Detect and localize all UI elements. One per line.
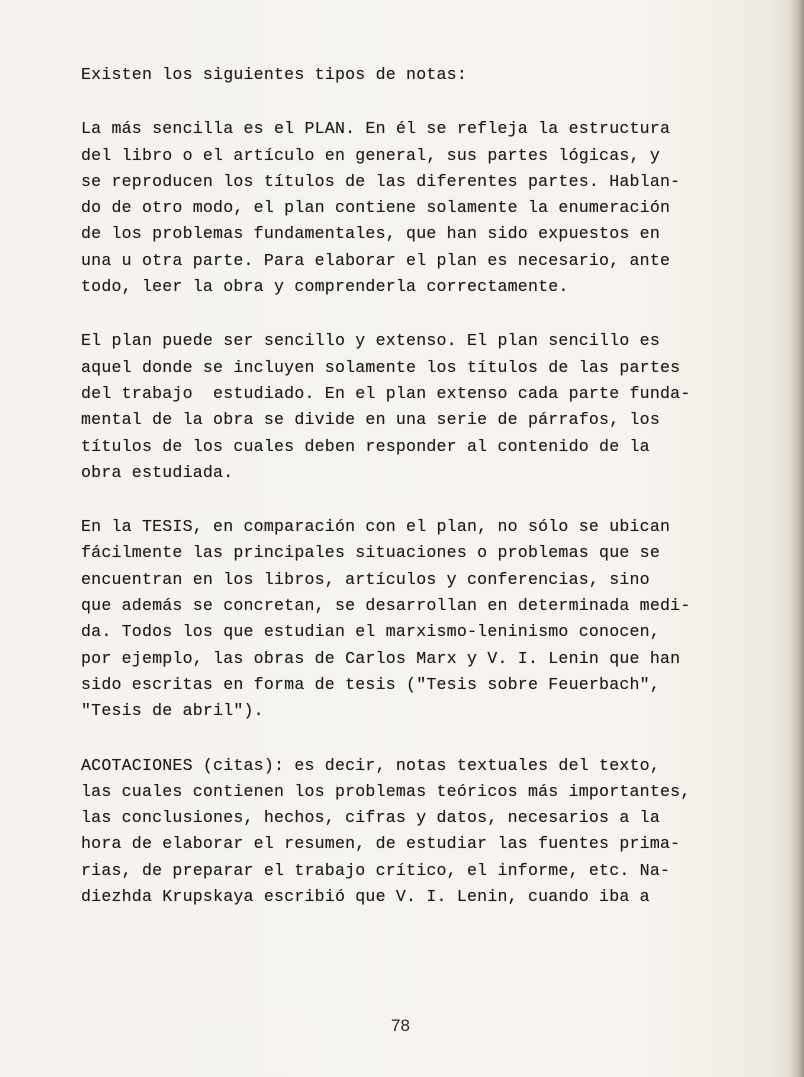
paragraph-acotaciones xyxy=(81,753,761,911)
paragraph-gap xyxy=(81,88,761,116)
text-line: sido escritas en forma de tesis ("Tesis sobre Feuerbach", xyxy=(81,674,660,694)
text-line: La más sencilla es el PLAN. En él se refleja la estructura xyxy=(81,119,671,139)
text-line: las conclusiones, hechos, cifras y datos, necesarios a la xyxy=(81,808,660,828)
paragraph-plan xyxy=(81,116,761,300)
paragraph-tesis xyxy=(81,514,761,724)
text-line: que además se concretan, se desarrollan en determinada medi- xyxy=(81,596,691,616)
text-line: mental de la obra se divide en una serie de párrafos, los xyxy=(81,410,660,430)
page-edge-shadow xyxy=(790,0,804,1077)
text-line: encuentran en los libros, artículos y conferencias, sino xyxy=(81,569,650,589)
text-line: do de otro modo, el plan contiene solamente la enumeración xyxy=(81,198,671,218)
page-number: 78 xyxy=(391,1016,410,1035)
text-line: las cuales contienen los problemas teóricos más importantes, xyxy=(81,781,691,801)
paragraph-gap xyxy=(81,486,761,514)
text-line: Existen los siguientes tipos de notas: xyxy=(81,65,467,84)
page-text xyxy=(81,62,761,910)
text-line: del trabajo estudiado. En el plan extenso cada parte funda- xyxy=(81,383,691,403)
text-line: obra estudiada. xyxy=(81,462,234,482)
text-line: hora de elaborar el resumen, de estudiar las fuentes prima- xyxy=(81,834,681,854)
text-line: se reproducen los títulos de las diferentes partes. Hablan- xyxy=(81,171,681,191)
text-line: de los problemas fundamentales, que han sido expuestos en xyxy=(81,224,660,244)
text-line: por ejemplo, las obras de Carlos Marx y V. I. Lenin que han xyxy=(81,648,681,668)
text-line: diezhda Krupskaya escribió que V. I. Lenin, cuando iba a xyxy=(81,887,650,907)
text-line: todo, leer la obra y comprenderla correctamente. xyxy=(81,277,569,297)
text-line: una u otra parte. Para elaborar el plan es necesario, ante xyxy=(81,250,671,270)
intro-paragraph xyxy=(81,62,761,88)
text-line: "Tesis de abril"). xyxy=(81,701,264,721)
text-line: El plan puede ser sencillo y extenso. El plan sencillo es xyxy=(81,331,660,351)
text-line: da. Todos los que estudian el marxismo-leninismo conocen, xyxy=(81,622,660,642)
text-line: En la TESIS, en comparación con el plan, no sólo se ubican xyxy=(81,517,671,537)
text-line: títulos de los cuales deben responder al contenido de la xyxy=(81,436,650,456)
paragraph-gap xyxy=(81,725,761,753)
paragraph-plan-types xyxy=(81,328,761,486)
paragraph-gap xyxy=(81,300,761,328)
text-line: ACOTACIONES (citas): es decir, notas textuales del texto, xyxy=(81,755,660,775)
text-line: fácilmente las principales situaciones o problemas que se xyxy=(81,543,660,563)
text-line: aquel donde se incluyen solamente los títulos de las partes xyxy=(81,357,681,377)
text-line: rias, de preparar el trabajo crítico, el informe, etc. Na- xyxy=(81,860,671,880)
text-line: del libro o el artículo en general, sus partes lógicas, y xyxy=(81,145,660,165)
